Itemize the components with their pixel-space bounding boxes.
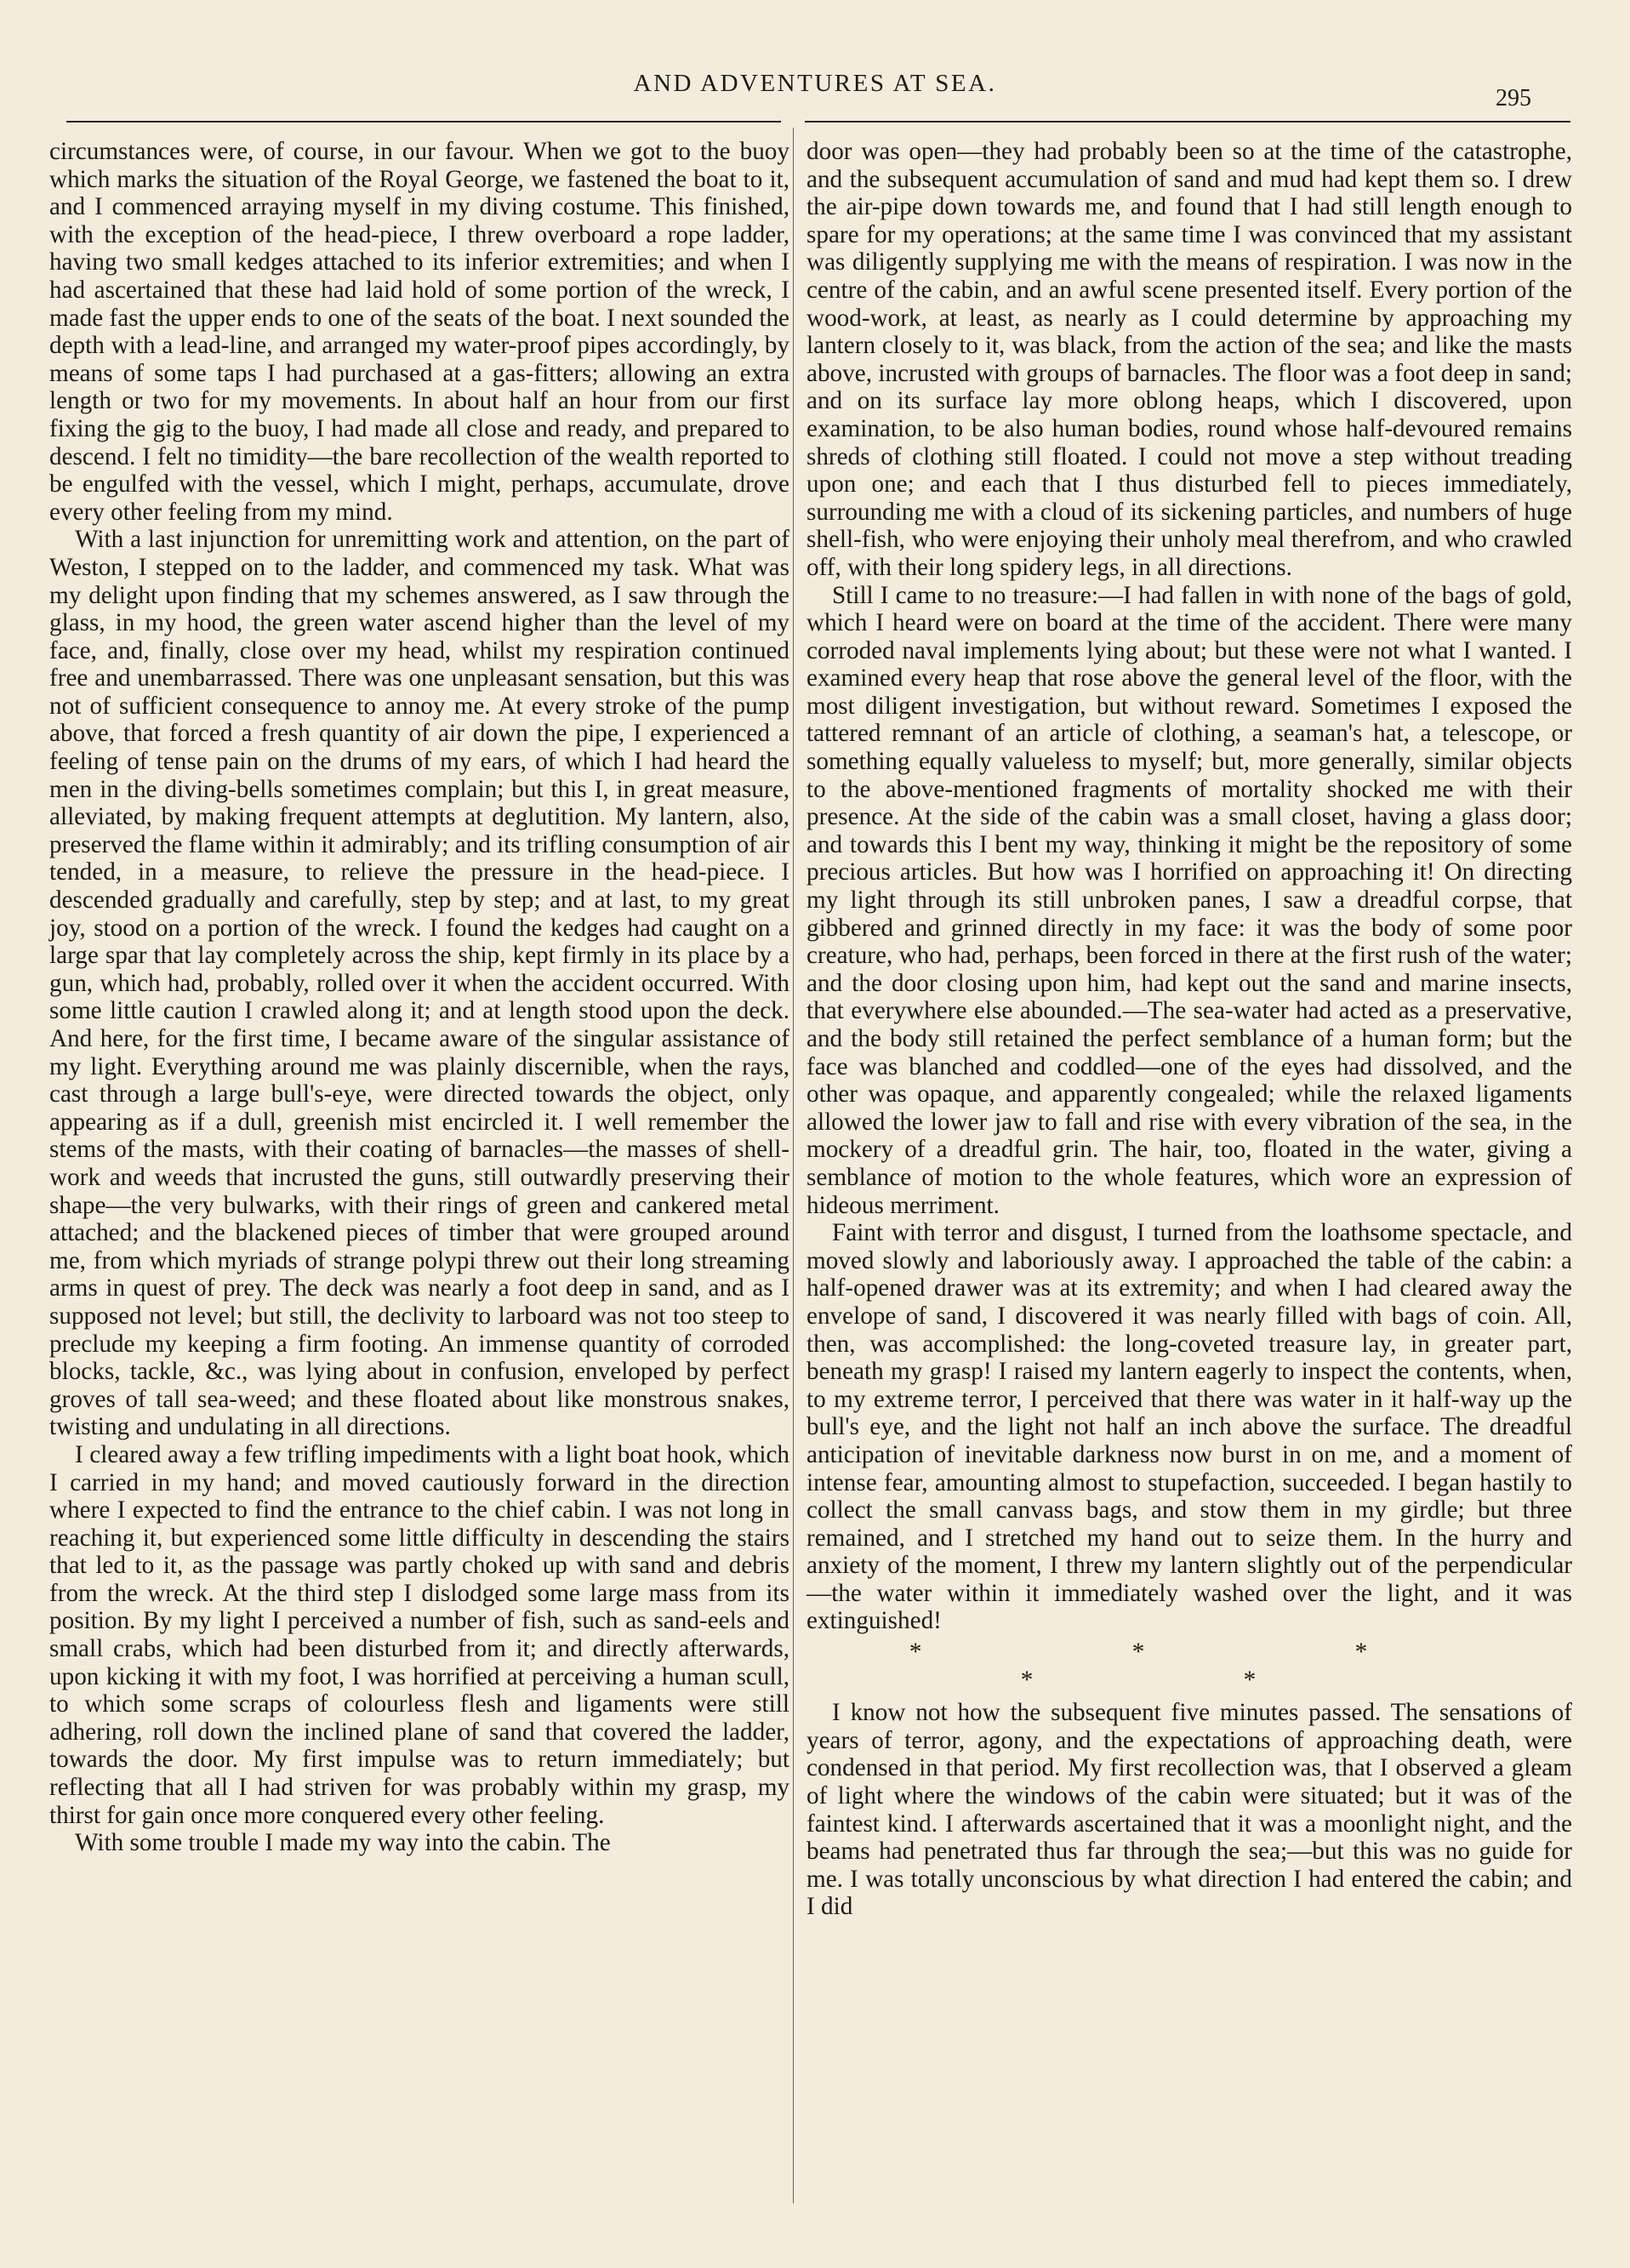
- paragraph: With a last injunction for unremitting work and attention, on the part of Weston, I stepped on to the ladder, and commenced my task. What was my delight upon finding that my schemes answered, as I saw through the glass, in my hood, the green water ascend higher than the level of my face, and, finally, close over my head, whilst my respiration continued free and unembarrassed. There was one unpleasant sensation, but this was not of sufficient consequence to annoy me. At every stroke of the pump above, that forced a fresh quantity of air down the pipe, I experienced a feeling of tense pain on the drums of my ears, of which I had heard the men in the diving-bells sometimes complain; but this I, in great measure, alleviated, by making frequent attempts at deglutition. My lantern, also, preserved the flame within it admirably; and its trifling consumption of air tended, in a measure, to relieve the pressure in the head-piece. I descended gradually and carefully, step by step; and at last, to my great joy, stood on a portion of the wreck. I found the kedges had caught on a large spar that lay completely across the ship, kept firmly in its place by a gun, which had, probably, rolled over it when the accident occurred. With some little caution I crawled along it; and at length stood upon the deck. And here, for the first time, I became aware of the singular assistance of my light. Everything around me was plainly discernible, when the rays, cast through a large bull's-eye, were directed towards the object, only appearing as if a dull, greenish mist encircled it. I well remember the stems of the masts, with their coating of barnacles—the masses of shell-work and weeds that incrusted the guns, still outwardly preserving their shape—the very bulwarks, with their rings of green and cankered metal attached; and the blackened pieces of timber that were grouped around me, from which myriads of strange polypi threw out their long streaming arms in quest of prey. The deck was nearly a foot deep in sand, and as I supposed not level; but still, the declivity to larboard was not too steep to preclude my keeping a firm footing. An immense quantity of corroded blocks, tackle, &c., was lying about in confusion, enveloped by perfect groves of tall sea-weed; and these floated about like monstrous snakes, twisting and undulating in all directions.: [49, 526, 789, 1441]
- header-rule-right: [805, 121, 1570, 123]
- section-separator: * * * * *: [909, 1638, 1470, 1694]
- page-header: [0, 70, 1630, 111]
- header-rule-left: [66, 121, 781, 123]
- paragraph: door was open—they had probably been so at the time of the catastrophe, and the subsequent accumulation of sand and mud had kept them so. I drew the air-pipe down towards me, and found that I had still length enough to spare for my operations; at the same time I was convinced that my assistant was diligently supplying me with the means of respiration. I was now in the centre of the cabin, and an awful scene presented itself. Every portion of the wood-work, at least, as nearly as I could determine by approaching my lantern closely to it, was black, from the action of the sea; and like the masts above, incrusted with groups of barnacles. The floor was a foot deep in sand; and on its surface lay more oblong heaps, which I discovered, upon examination, to be also human bodies, round whose half-devoured remains shreds of clothing still floated. I could not move a step without treading upon one; and each that I thus disturbed fell to pieces immediately, surrounding me with a cloud of its sickening particles, and numbers of huge shell-fish, who were enjoying their unholy meal therefrom, and who crawled off, with their long spidery legs, in all directions.: [806, 138, 1572, 581]
- paragraph: With some trouble I made my way into the cabin. The: [75, 1829, 611, 1857]
- running-title: AND ADVENTURES AT SEA.: [633, 70, 997, 97]
- page-number: 295: [1496, 85, 1531, 111]
- paragraph: circumstances were, of course, in our favour. When we got to the buoy which marks the situation of the Royal George, we fastened the boat to it, and I commenced arraying myself in my diving costume. This finished, with the exception of the head-piece, I threw overboard a rope ladder, having two small kedges attached to its inferior extremities; and when I had ascertained that these had laid hold of some portion of the wreck, I made fast the upper ends to one of the seats of the boat. I next sounded the depth with a lead-line, and arranged my water-proof pipes accordingly, by means of some taps I had purchased at a gas-fitters; allowing an extra length or two for my movements. In about half an hour from our first fixing the gig to the buoy, I had made all close and ready, and prepared to descend. I felt no timidity—the bare recollection of the wealth reported to be engulfed with the vessel, which I might, perhaps, accumulate, drove every other feeling from my mind.: [49, 138, 789, 526]
- paragraph: Faint with terror and disgust, I turned from the loathsome spectacle, and moved slowly and laboriously away. I approached the table of the cabin: a half-opened drawer was at its extremity; and when I had cleared away the envelope of sand, I discovered it was nearly filled with bags of coin. All, then, was accomplished: the long-coveted treasure lay, in greater part, beneath my grasp! I raised my lantern eagerly to inspect the contents, when, to my extreme terror, I perceived that there was water in it half-way up the bull's eye, and the light not half an inch above the surface. The dreadful anticipation of inevitable darkness now burst in on me, and a moment of intense fear, amounting almost to stupefaction, succeeded. I began hastily to collect the small canvass bags, and stow them in my girdle; but three remained, and I stretched my hand out to seize them. In the hurry and anxiety of the moment, I threw my lantern slightly out of the perpendicular—the water within it immediately washed over the light, and it was extinguished!: [806, 1219, 1572, 1635]
- right-column: [806, 138, 1572, 1921]
- paragraph: Still I came to no treasure:—I had fallen in with none of the bags of gold, which I heard were on board at the time of the accident. There were many corroded naval implements lying about; but these were not what I wanted. I examined every heap that rose above the general level of the floor, with the most diligent investigation, but without reward. Sometimes I exposed the tattered remnant of an article of clothing, a seaman's hat, a telescope, or something equally valueless to myself; but, more generally, similar objects to the above-mentioned fragments of mortality shocked me with their presence. At the side of the cabin was a small closet, having a glass door; and towards this I bent my way, thinking it might be the repository of some precious articles. But how was I horrified on approaching it! On directing my light through its still unbroken panes, I saw a dreadful corpse, that gibbered and grinned directly in my face: it was the body of some poor creature, who had, perhaps, been forced in there at the first rush of the water; and the door closing upon him, had kept out the sand and marine insects, that everywhere else abounded.—The sea-water had acted as a preservative, and the body still retained the perfect semblance of a human form; but the face was blanched and coddled—one of the eyes had dissolved, and the other was opaque, and apparently congealed; while the relaxed ligaments allowed the lower jaw to fall and rise with every vibration of the sea, in the mockery of a dreadful grin. The hair, too, floated in the water, giving a semblance of motion to the whole features, which wore an expression of hideous merriment.: [806, 581, 1572, 1219]
- paragraph: I know not how the subsequent five minutes passed. The sensations of years of terror, agony, and the expectations of approaching death, were condensed in that period. My first recollection was, that I observed a gleam of light where the windows of the cabin were situated; but it was of the faintest kind. I afterwards ascertained that it was a moonlight night, and the beams had penetrated thus far through the sea;—but this was no guide for me. I was totally unconscious by what direction I had entered the cabin; and I did: [806, 1699, 1572, 1921]
- column-divider: [793, 128, 794, 2203]
- paragraph: I cleared away a few trifling impediments with a light boat hook, which I carried in my hand; and moved cautiously forward in the direction where I expected to find the entrance to the chief cabin. I was not long in reaching it, but experienced some little difficulty in descending the stairs that led to it, as the passage was partly choked up with sand and debris from the wreck. At the third step I dislodged some large mass from its position. By my light I perceived a number of fish, such as sand-eels and small crabs, which had been disturbed from it; and directly afterwards, upon kicking it with my foot, I was horrified at perceiving a human scull, to which some scraps of colourless flesh and ligaments were still adhering, roll down the inclined plane of sand that covered the ladder, towards the door. My first impulse was to return immediately; but reflecting that all I had striven for was probably within my grasp, my thirst for gain once more conquered every other feeling.: [49, 1440, 789, 1829]
- left-column: [49, 138, 789, 1857]
